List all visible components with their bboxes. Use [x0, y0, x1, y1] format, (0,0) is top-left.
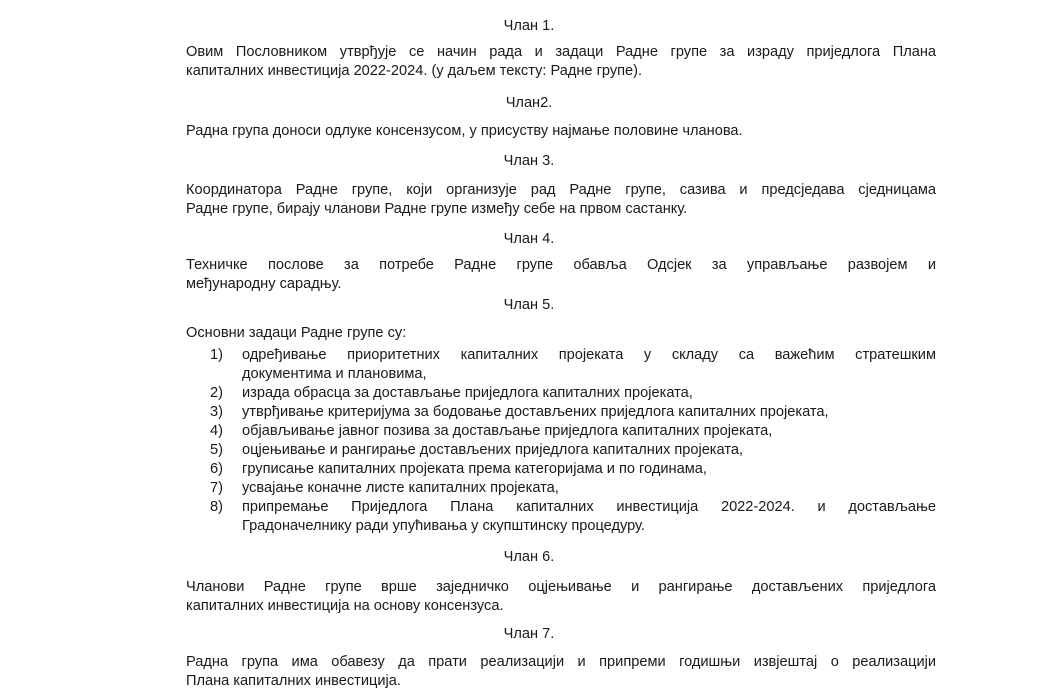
article-3-line-1: Координатора Радне групе, који организује рад Радне групе, сазива и предсједава сједницама	[186, 182, 936, 198]
article-4-title: Члан 4.	[503, 231, 555, 247]
article-7-line-2: Плана капиталних инвестиција.	[186, 673, 401, 689]
article-2-text	[186, 122, 936, 141]
article-6-title: Члан 6.	[503, 549, 555, 565]
article-4-text	[186, 256, 936, 294]
article-7-line-1: Радна група има обавезу да прати реализацији и припреми годишњи извјештај о реализацији	[186, 654, 936, 670]
article-6-line-1: Чланови Радне групе врше заједничко оцјењивање и рангирање достављених приједлога	[186, 579, 936, 595]
article-1-title: Члан 1.	[503, 18, 555, 34]
list-item: 4) објављивање јавног позива за достављање приједлога капиталних пројеката,	[210, 423, 773, 439]
list-item: 7) усвајање коначне листе капиталних пројеката,	[210, 480, 559, 496]
article-5-intro: Основни задаци Радне групе су:	[186, 325, 407, 341]
article-6-text	[186, 578, 936, 616]
article-1-line-2: капиталних инвестиција 2022-2024. (у даљем тексту: Радне групе).	[186, 63, 643, 79]
list-item: 2) израда обрасца за достављање приједлога капиталних пројеката,	[210, 385, 693, 401]
article-3-title: Члан 3.	[503, 153, 555, 169]
list-item: 6) груписање капиталних пројеката према категоријама и по годинама,	[210, 461, 707, 477]
list-item: 8) припремање Приједлога Плана капиталних инвестиција 2022-2024. и достављање Градоначелнику ради упућивања у скупштинску процедуру.	[210, 499, 936, 534]
article-1-text	[186, 43, 936, 81]
article-2-line-1: Радна група доноси одлуке консензусом, у присуству најмање половине чланова.	[186, 123, 743, 139]
article-3-line-2: Радне групе, бирају чланови Радне групе између себе на првом састанку.	[186, 201, 688, 217]
article-4-line-1: Техничке послове за потребе Радне групе обавља Одсјек за управљање развојем и	[186, 257, 936, 273]
article-2-title: Члан2.	[505, 95, 553, 111]
list-item: 5) оцјењивање и рангирање достављених приједлога капиталних пројеката,	[210, 442, 744, 458]
tasks-list	[186, 346, 936, 536]
article-4-line-2: међународну сарадњу.	[186, 276, 342, 292]
article-6-line-2: капиталних инвестиција на основу консензуса.	[186, 598, 504, 614]
article-7-title: Члан 7.	[503, 626, 555, 642]
article-5-title: Члан 5.	[503, 297, 555, 313]
article-1-line-1: Овим Пословником утврђује се начин рада и задаци Радне групе за израду приједлога Плана	[186, 44, 936, 60]
article-3-text	[186, 181, 936, 219]
article-7-text	[186, 653, 936, 691]
list-item: 1) одређивање приоритетних капиталних пројеката у складу са важећим стратешким документима и плановима,	[210, 347, 936, 382]
list-item: 3) утврђивање критеријума за бодовање достављених приједлога капиталних пројеката,	[210, 404, 829, 420]
